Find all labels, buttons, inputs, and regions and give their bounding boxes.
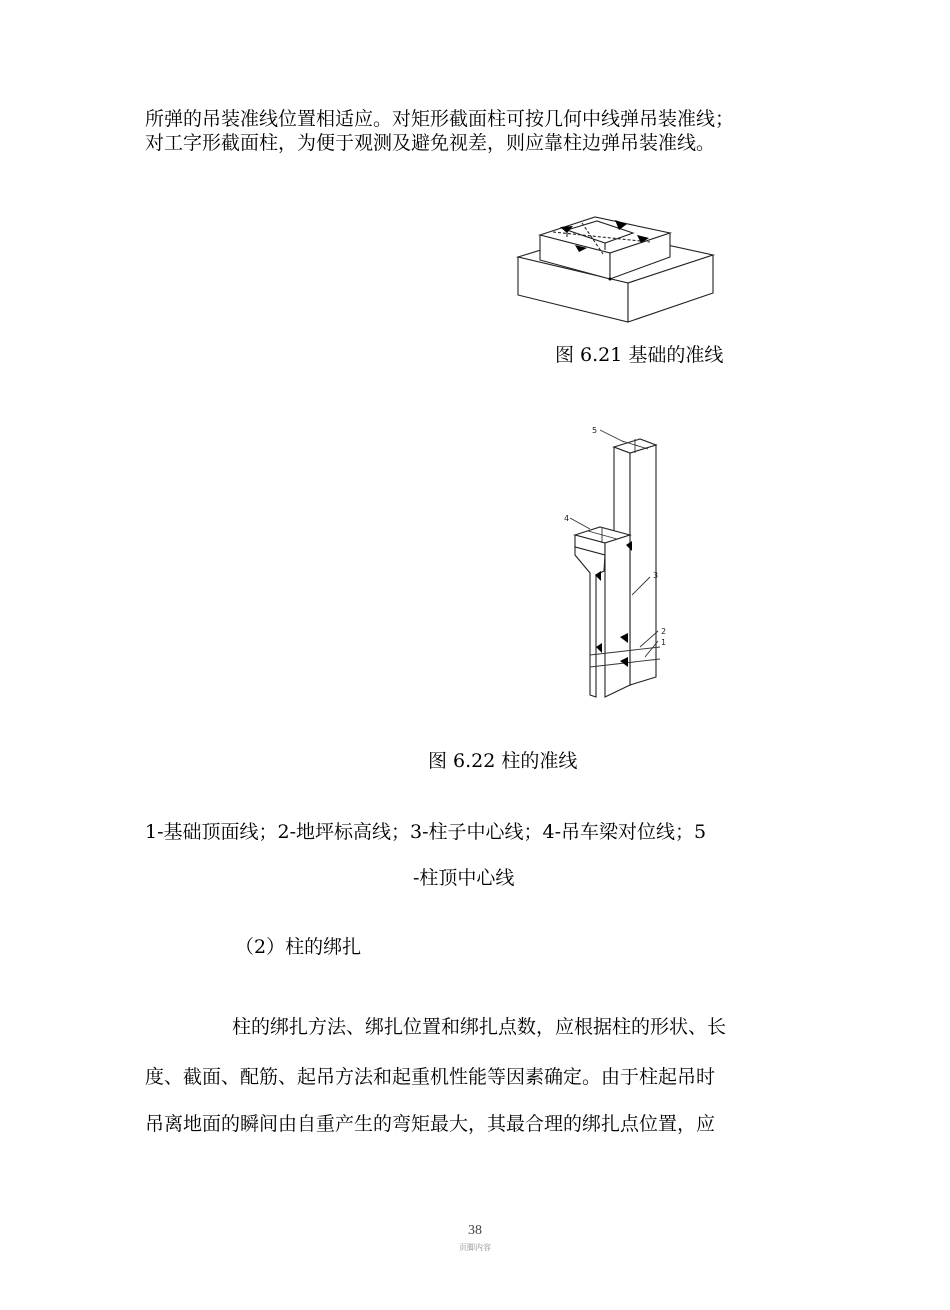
column-label-1: 1 <box>661 638 667 647</box>
figure-legend-line-2: -柱顶中心线 <box>413 867 515 889</box>
footer-note: 页脚内容 <box>459 1243 491 1252</box>
foundation-figure <box>515 205 715 325</box>
paragraph-top-line-2: 对工字形截面柱，为便于观测及避免视差，则应靠柱边弹吊装准线。 <box>145 132 716 154</box>
paragraph-top-line-1: 所弹的吊装准线位置相适应。对矩形截面柱可按几何中线弹吊装准线； <box>145 108 735 130</box>
paragraph-body-line-2: 度、截面、配筋、起吊方法和起重机性能等因素确定。由于柱起吊时 <box>145 1066 716 1088</box>
page-number: 38 <box>468 1223 482 1238</box>
section-heading: （2）柱的绑扎 <box>235 936 362 958</box>
column-figure <box>560 415 690 705</box>
column-label-2: 2 <box>661 627 667 636</box>
paragraph-body-line-3: 吊离地面的瞬间由自重产生的弯矩最大，其最合理的绑扎点位置，应 <box>145 1113 716 1135</box>
figure-legend-line-1: 1-基础顶面线；2-地坪标高线；3-柱子中心线；4-吊车梁对位线；5 <box>145 821 707 843</box>
figure-6-22-caption: 图 6.22 柱的准线 <box>428 750 578 772</box>
figure-6-21-caption: 图 6.21 基础的准线 <box>555 344 724 366</box>
column-label-3: 3 <box>653 571 659 580</box>
paragraph-body-line-1: 柱的绑扎方法、绑扎位置和绑扎点数，应根据柱的形状、长 <box>232 1016 727 1038</box>
column-label-4: 4 <box>564 514 570 523</box>
column-label-5: 5 <box>592 426 598 435</box>
